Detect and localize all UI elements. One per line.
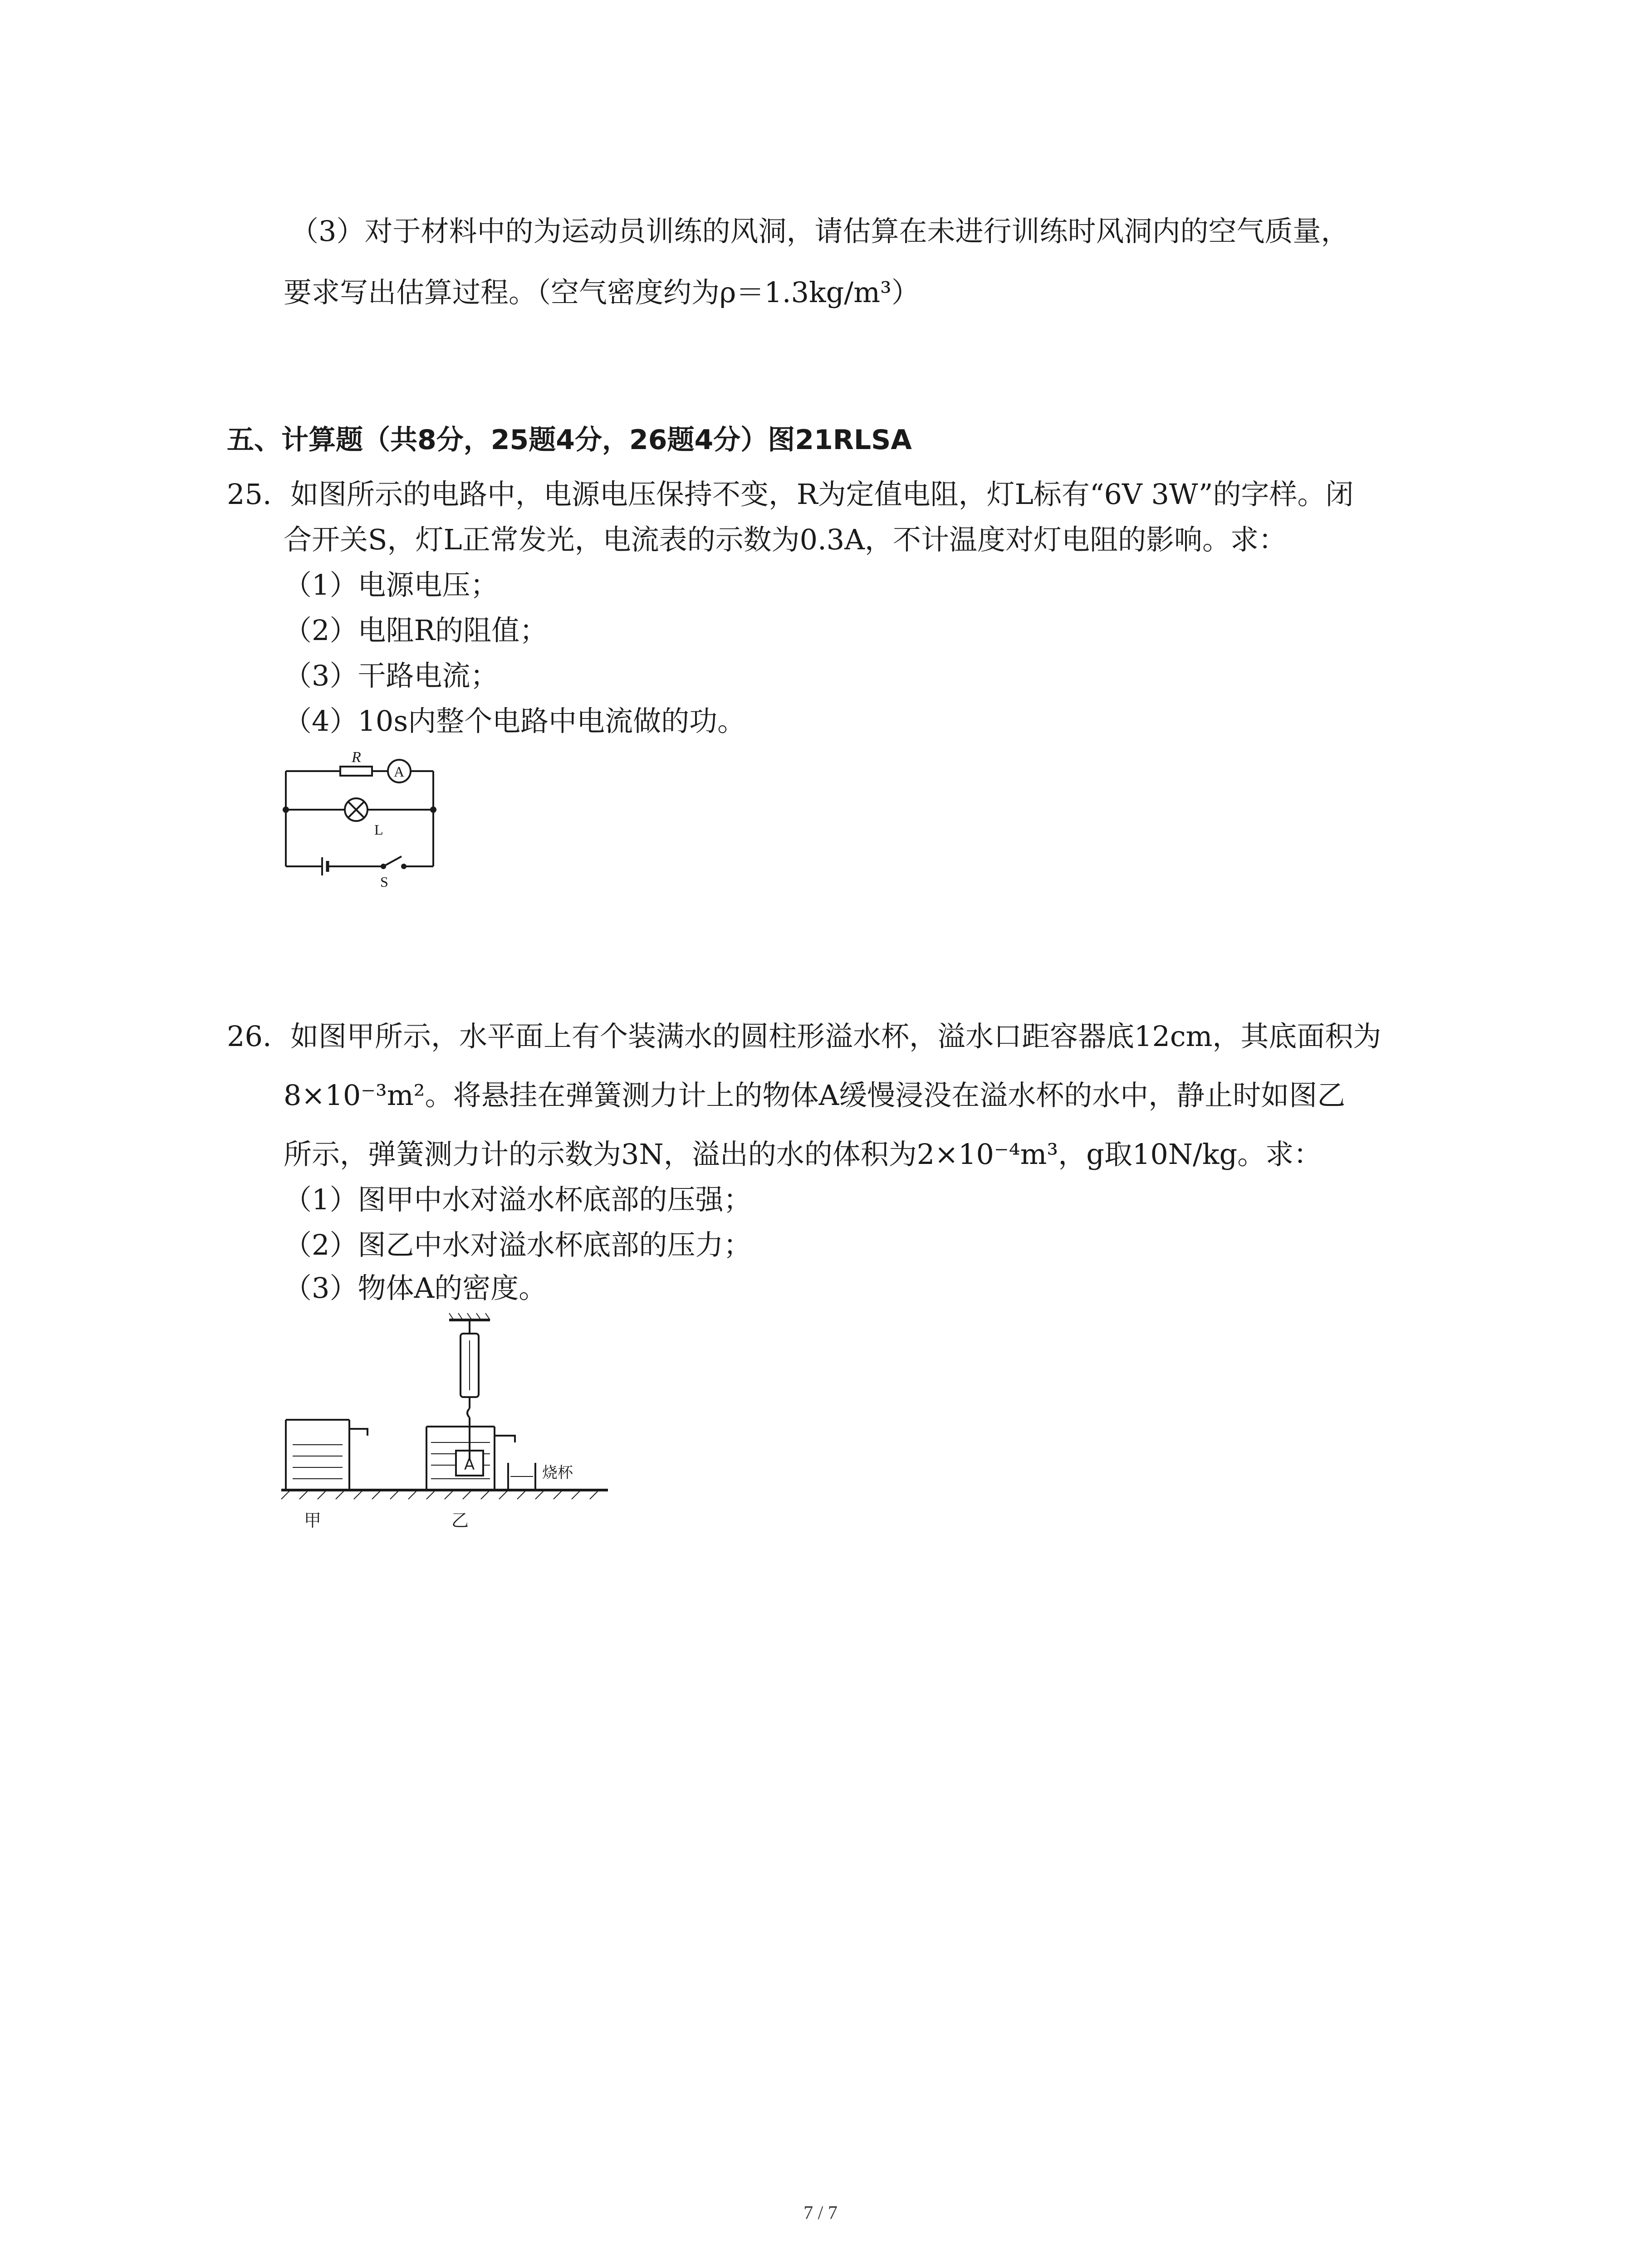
figure-label-beaker: 烧杯 — [542, 1464, 573, 1482]
q25-line2: 合开关S，灯L正常发光，电流表的示数为0.3A，不计温度对灯电阻的影响。求： — [284, 523, 1287, 556]
q25-line1: 如图所示的电路中，电源电压保持不变，R为定值电阻，灯L标有“6V 3W”的字样。闭 — [290, 478, 1354, 511]
section-heading: 五、计算题（共8分，25题4分，26题4分）图21RLSA — [227, 424, 912, 456]
q26-line2: 8×10⁻³m²。将悬挂在弹簧测力计上的物体A缓慢浸没在溢水杯的水中，静止时如图乙 — [284, 1079, 1346, 1112]
circuit-label-L: L — [374, 821, 383, 838]
overflow-cup-diagram — [272, 1306, 617, 1542]
circuit-diagram — [272, 744, 445, 889]
q25-sub3: （3）干路电流； — [284, 659, 499, 692]
q25-number: 25. — [227, 478, 272, 511]
q26-line3: 所示，弹簧测力计的示数为3N，溢出的水的体积为2×10⁻⁴m³，g取10N/kg。求： — [284, 1138, 1322, 1171]
q24-part3-line2: 要求写出估算过程。（空气密度约为ρ＝1.3kg/m³） — [284, 276, 920, 309]
figure-label-A: A — [464, 1456, 475, 1474]
circuit-label-S: S — [380, 874, 388, 889]
q25-sub2: （2）电阻R的阻值； — [284, 614, 548, 647]
figure-label-yi: 乙 — [451, 1510, 469, 1530]
figure-label-jia: 甲 — [304, 1510, 322, 1530]
q26-line1: 如图甲所示，水平面上有个装满水的圆柱形溢水杯，溢水口距容器底12cm，其底面积为 — [290, 1020, 1381, 1053]
q26-sub2: （2）图乙中水对溢水杯底部的压力； — [284, 1228, 752, 1261]
q25-sub1: （1）电源电压； — [284, 568, 499, 601]
q26-number: 26. — [227, 1020, 272, 1053]
page-number: 7 / 7 — [803, 2203, 838, 2224]
q25-sub4: （4）10s内整个电路中电流做的功。 — [284, 704, 746, 738]
circuit-label-R: R — [352, 749, 361, 766]
circuit-label-A: A — [394, 763, 405, 780]
q26-sub3: （3）物体A的密度。 — [284, 1271, 547, 1305]
q24-part3-line1: （3）对于材料中的为运动员训练的风洞，请估算在未进行训练时风洞内的空气质量， — [290, 215, 1349, 248]
q26-sub1: （1）图甲中水对溢水杯底部的压强； — [284, 1183, 752, 1216]
